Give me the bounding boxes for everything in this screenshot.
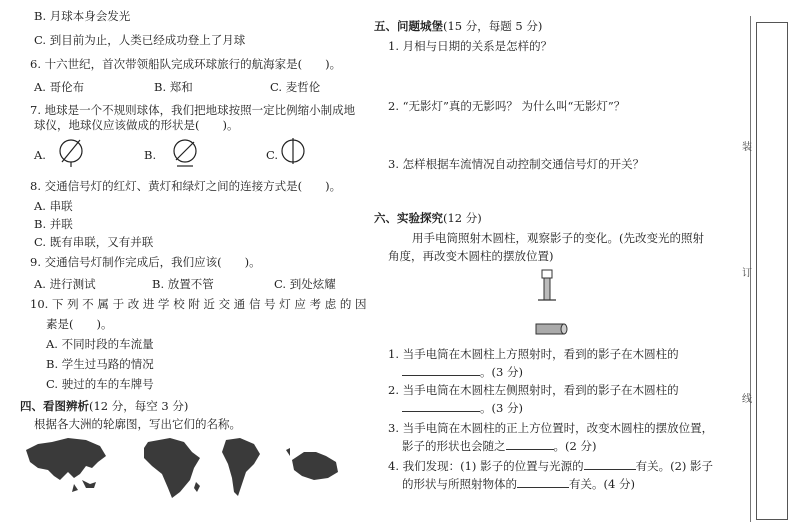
experiment-q1-line2 <box>402 364 523 380</box>
q9-option-b: B. 放置不管 <box>152 277 214 291</box>
antarctica-outline-icon <box>286 448 338 480</box>
binding-char-2: 订 <box>742 268 752 279</box>
question-9: 9. 交通信号灯制作完成后，我们应该( )。 <box>30 255 261 269</box>
q8-option-c: C. 既有串联，又有并联 <box>34 235 154 249</box>
experiment-q4-text3: 的形状与所照射物体的 <box>402 477 517 491</box>
q7-option-c-label: C. <box>266 148 279 162</box>
experiment-q4-line2 <box>402 476 635 492</box>
question-5-1: 1. 月相与日期的关系是怎样的？ <box>388 39 553 53</box>
experiment-q2-score: 。(3 分) <box>480 401 523 415</box>
question-8: 8. 交通信号灯的红灯、黄灯和绿灯之间的连接方式是( )。 <box>30 179 342 193</box>
section-4-score: (12 分，每空 3 分) <box>89 399 189 413</box>
question-7-line1: 7. 地球是一个不规则球体，我们把地球按照一定比例缩小制成地 <box>30 103 356 117</box>
q6-option-b: B. 郑和 <box>154 80 193 94</box>
question-6: 6. 十六世纪，首次带领船队完成环球旅行的航海家是( )。 <box>30 57 342 71</box>
binding-char-3: 线 <box>742 394 752 405</box>
q6-option-a: A. 哥伦布 <box>34 80 85 94</box>
question-10-line2: 素是( )。 <box>46 317 113 331</box>
experiment-q3-blank[interactable] <box>506 449 554 450</box>
experiment-q4-blank2[interactable] <box>517 487 569 488</box>
q6-option-c: C. 麦哲伦 <box>270 80 321 94</box>
q10-option-b: B. 学生过马路的情况 <box>46 357 154 371</box>
q7-option-b-label: B. <box>144 148 157 162</box>
experiment-q1-score: 。(3 分) <box>480 365 523 379</box>
asia-outline-icon <box>26 438 106 492</box>
experiment-q1-line1: 1. 当手电筒在木圆柱上方照射时，看到的影子在木圆柱的 <box>388 347 679 361</box>
section-6-heading <box>374 210 482 226</box>
q8-option-b: B. 并联 <box>34 217 73 231</box>
experiment-q3-line2 <box>402 438 596 454</box>
experiment-q4-text4: 有关。(4 分) <box>569 477 635 491</box>
experiment-q3-text: 影子的形状也会随之 <box>402 439 506 453</box>
q10-option-c: C. 驶过的车的车牌号 <box>46 377 154 391</box>
section-6-intro-line1: 用手电筒照射木圆柱，观察影子的变化。(先改变光的照射 <box>412 231 704 245</box>
section-4-heading <box>20 398 188 414</box>
experiment-q1-blank[interactable] <box>402 375 480 376</box>
binding-box <box>756 22 788 520</box>
binding-margin <box>742 8 788 522</box>
section-6-intro-line2: 角度，再改变木圆柱的摆放位置) <box>388 249 554 263</box>
question-7-line2: 球仪，地球仪应该做成的形状是( )。 <box>34 118 239 132</box>
flashlight-cylinder-illustration <box>528 268 578 340</box>
q5-option-b: B. 月球本身会发光 <box>34 9 131 23</box>
experiment-q2-blank[interactable] <box>402 411 480 412</box>
experiment-q3-line1: 3. 当手电筒在木圆柱的正上方位置时，改变木圆柱的摆放位置， <box>388 421 714 435</box>
experiment-q3-score: 。(2 分) <box>553 439 597 453</box>
question-5-3: 3. 怎样根据车流情况自动控制交通信号灯的开关？ <box>388 157 645 171</box>
q5-option-c: C. 到目前为止，人类已经成功登上了月球 <box>34 33 246 47</box>
experiment-q4-text1: 4. 我们发现：(1) 影子的位置与光源的 <box>388 459 584 473</box>
question-5-2: 2. “无影灯”真的无影吗？ 为什么叫“无影灯”？ <box>388 99 626 113</box>
section-6-title: 六、实验探究 <box>374 211 443 225</box>
africa-outline-icon <box>144 438 200 498</box>
flashlight-icon <box>538 270 556 300</box>
section-4-instruction: 根据各大洲的轮廓图，写出它们的名称。 <box>34 417 241 431</box>
q9-option-a: A. 进行测试 <box>34 277 96 291</box>
experiment-q4-line1 <box>388 458 713 474</box>
experiment-q2-line1: 2. 当手电筒在木圆柱左侧照射时，看到的影子在木圆柱的 <box>388 383 679 397</box>
wooden-cylinder-icon <box>536 324 567 334</box>
section-4-title: 四、看图辨析 <box>20 399 89 413</box>
section-6-score: (12 分) <box>443 211 482 225</box>
section-5-score: (15 分，每题 5 分) <box>443 19 543 33</box>
experiment-q4-text2: 有关。(2) 影子 <box>635 459 714 473</box>
experiment-q2-line2 <box>402 400 523 416</box>
q7-option-a-label: A. <box>34 148 46 162</box>
question-10-line1: 10. 下 列 不 属 于 改 进 学 校 附 近 交 通 信 号 灯 应 考 虑 的 因 <box>30 297 367 311</box>
q8-option-a: A. 串联 <box>34 199 73 213</box>
south-america-outline-icon <box>222 438 260 496</box>
globe-tilted-axis-icon <box>58 138 90 170</box>
continent-outlines <box>24 432 354 502</box>
binding-char-1: 装 <box>742 142 752 153</box>
section-5-title: 五、问题城堡 <box>374 19 443 33</box>
experiment-q4-blank1[interactable] <box>584 469 636 470</box>
globe-tilted-stand-icon <box>172 138 204 170</box>
globe-vertical-axis-icon <box>280 138 312 170</box>
q10-option-a: A. 不同时段的车流量 <box>46 337 154 351</box>
q9-option-c: C. 到处炫耀 <box>274 277 336 291</box>
section-5-heading <box>374 18 542 34</box>
